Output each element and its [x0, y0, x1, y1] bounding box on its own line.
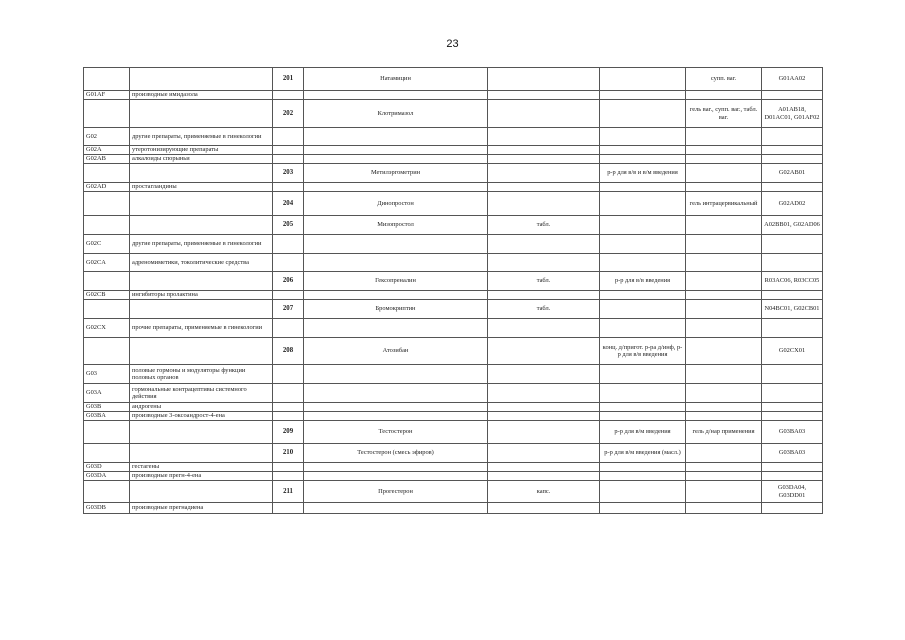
table-row — [84, 216, 823, 235]
dosage-form-oral — [488, 463, 600, 472]
table-row — [84, 235, 823, 254]
drug-name: Мизопростол — [304, 216, 488, 235]
dosage-form-parenteral: р-р для в/м введения — [600, 421, 686, 444]
atc-code — [762, 503, 823, 514]
group-description: адреномиметики, токолитические средства — [130, 254, 273, 272]
atc-code — [762, 146, 823, 155]
group-description — [130, 164, 273, 183]
group-description — [130, 100, 273, 128]
group-description — [130, 421, 273, 444]
group-description — [130, 338, 273, 365]
dosage-form-other — [686, 403, 762, 412]
atc-group-code: G03B — [84, 403, 130, 412]
atc-group-code: G02CA — [84, 254, 130, 272]
item-number — [273, 235, 304, 254]
drug-name: Бромокриптин — [304, 300, 488, 319]
table-row — [84, 472, 823, 481]
group-description: производные имидазола — [130, 91, 273, 100]
drug-name — [304, 365, 488, 384]
drug-name: Клотримазол — [304, 100, 488, 128]
item-number: 208 — [273, 338, 304, 365]
drug-name — [304, 155, 488, 164]
item-number: 203 — [273, 164, 304, 183]
dosage-form-oral — [488, 338, 600, 365]
table-row — [84, 384, 823, 403]
drug-name: Метилэргометрин — [304, 164, 488, 183]
dosage-form-parenteral — [600, 300, 686, 319]
table-row — [84, 68, 823, 91]
table-row — [84, 192, 823, 216]
table-row — [84, 338, 823, 365]
dosage-form-other — [686, 481, 762, 503]
atc-code: G03BA03 — [762, 444, 823, 463]
atc-code: R03AC06, R03CC05 — [762, 272, 823, 291]
atc-group-code: G01AF — [84, 91, 130, 100]
group-description — [130, 481, 273, 503]
drug-name — [304, 384, 488, 403]
atc-code — [762, 155, 823, 164]
dosage-form-oral — [488, 68, 600, 91]
item-number: 210 — [273, 444, 304, 463]
atc-group-code: G03DB — [84, 503, 130, 514]
dosage-form-other — [686, 155, 762, 164]
dosage-form-other — [686, 319, 762, 338]
atc-code — [762, 472, 823, 481]
dosage-form-parenteral: р-р для в/в и в/м введения — [600, 164, 686, 183]
drug-name — [304, 319, 488, 338]
dosage-form-other — [686, 291, 762, 300]
item-number — [273, 254, 304, 272]
group-description: утеротонизирующие препараты — [130, 146, 273, 155]
table-row — [84, 164, 823, 183]
item-number — [273, 155, 304, 164]
dosage-form-parenteral — [600, 235, 686, 254]
table-row — [84, 421, 823, 444]
dosage-form-oral — [488, 503, 600, 514]
dosage-form-oral: табл. — [488, 216, 600, 235]
group-description: гестагены — [130, 463, 273, 472]
dosage-form-other — [686, 216, 762, 235]
dosage-form-parenteral: р-р для в/в введения — [600, 272, 686, 291]
dosage-form-parenteral — [600, 155, 686, 164]
dosage-form-other — [686, 91, 762, 100]
dosage-form-oral: табл. — [488, 272, 600, 291]
atc-code: G02AB01 — [762, 164, 823, 183]
dosage-form-other — [686, 412, 762, 421]
dosage-form-other — [686, 235, 762, 254]
atc-code: G03BA03 — [762, 421, 823, 444]
atc-group-code: G02CX — [84, 319, 130, 338]
table-row — [84, 319, 823, 338]
dosage-form-oral — [488, 183, 600, 192]
atc-group-code: G03 — [84, 365, 130, 384]
drug-name — [304, 291, 488, 300]
dosage-form-parenteral — [600, 146, 686, 155]
table-row — [84, 503, 823, 514]
dosage-form-other — [686, 146, 762, 155]
atc-group-code — [84, 421, 130, 444]
dosage-form-other — [686, 164, 762, 183]
dosage-form-oral — [488, 254, 600, 272]
item-number: 209 — [273, 421, 304, 444]
dosage-form-oral — [488, 319, 600, 338]
dosage-form-other: гель интрацервикальный — [686, 192, 762, 216]
table-row — [84, 444, 823, 463]
atc-group-code: G02 — [84, 128, 130, 146]
table-row — [84, 412, 823, 421]
dosage-form-parenteral — [600, 68, 686, 91]
atc-code: N04BC01, G02CB01 — [762, 300, 823, 319]
atc-group-code: G02AB — [84, 155, 130, 164]
atc-group-code: G03BA — [84, 412, 130, 421]
dosage-form-other — [686, 300, 762, 319]
dosage-form-oral — [488, 100, 600, 128]
drug-name — [304, 472, 488, 481]
group-description: половые гормоны и модуляторы функции половых органов — [130, 365, 273, 384]
table-row — [84, 91, 823, 100]
group-description: производные прегнадиена — [130, 503, 273, 514]
group-description: другие препараты, применяемые в гинекологии — [130, 235, 273, 254]
atc-group-code — [84, 338, 130, 365]
table-row — [84, 481, 823, 503]
group-description: алкалоиды спорыньи — [130, 155, 273, 164]
dosage-form-parenteral — [600, 100, 686, 128]
item-number: 211 — [273, 481, 304, 503]
dosage-form-other — [686, 503, 762, 514]
dosage-form-other — [686, 472, 762, 481]
table-row — [84, 291, 823, 300]
item-number — [273, 463, 304, 472]
dosage-form-other — [686, 254, 762, 272]
group-description — [130, 272, 273, 291]
dosage-form-oral — [488, 412, 600, 421]
atc-code: G02AD02 — [762, 192, 823, 216]
drug-name — [304, 91, 488, 100]
drug-name — [304, 412, 488, 421]
atc-group-code — [84, 192, 130, 216]
dosage-form-other: гель д/нар применения — [686, 421, 762, 444]
dosage-form-parenteral — [600, 463, 686, 472]
dosage-form-other — [686, 463, 762, 472]
dosage-form-oral — [488, 291, 600, 300]
dosage-form-parenteral: конц. д/пригот. р-ра д/инф, р-р для в/в введения — [600, 338, 686, 365]
drug-name — [304, 503, 488, 514]
atc-group-code — [84, 164, 130, 183]
dosage-form-other — [686, 384, 762, 403]
item-number: 207 — [273, 300, 304, 319]
group-description: ингибиторы пролактина — [130, 291, 273, 300]
item-number: 205 — [273, 216, 304, 235]
drug-name — [304, 183, 488, 192]
item-number: 201 — [273, 68, 304, 91]
atc-group-code — [84, 216, 130, 235]
item-number — [273, 128, 304, 146]
drug-name: Тестостерон (смесь эфиров) — [304, 444, 488, 463]
atc-group-code — [84, 68, 130, 91]
atc-code — [762, 128, 823, 146]
item-number — [273, 503, 304, 514]
atc-group-code — [84, 300, 130, 319]
item-number — [273, 319, 304, 338]
atc-code: A02BB01, G02AD06 — [762, 216, 823, 235]
dosage-form-other — [686, 338, 762, 365]
dosage-form-oral — [488, 365, 600, 384]
drug-classification-table — [83, 67, 823, 514]
dosage-form-oral — [488, 146, 600, 155]
item-number — [273, 384, 304, 403]
atc-group-code — [84, 272, 130, 291]
item-number — [273, 91, 304, 100]
group-description — [130, 444, 273, 463]
table-row — [84, 100, 823, 128]
dosage-form-parenteral — [600, 481, 686, 503]
atc-code — [762, 412, 823, 421]
atc-group-code: G02A — [84, 146, 130, 155]
atc-group-code: G03D — [84, 463, 130, 472]
item-number — [273, 472, 304, 481]
dosage-form-parenteral — [600, 291, 686, 300]
atc-group-code — [84, 444, 130, 463]
drug-name — [304, 254, 488, 272]
dosage-form-parenteral — [600, 365, 686, 384]
drug-name: Атозибан — [304, 338, 488, 365]
item-number — [273, 146, 304, 155]
table-row — [84, 463, 823, 472]
dosage-form-other — [686, 444, 762, 463]
table-row — [84, 254, 823, 272]
item-number — [273, 412, 304, 421]
table-row — [84, 128, 823, 146]
atc-code — [762, 91, 823, 100]
dosage-form-parenteral — [600, 472, 686, 481]
dosage-form-other — [686, 183, 762, 192]
table-row — [84, 155, 823, 164]
group-description — [130, 216, 273, 235]
table-row — [84, 146, 823, 155]
item-number — [273, 365, 304, 384]
dosage-form-oral — [488, 444, 600, 463]
drug-name: Прогестерон — [304, 481, 488, 503]
atc-code: G03DA04, G03DD01 — [762, 481, 823, 503]
group-description: другие препараты, применяемые в гинекологии — [130, 128, 273, 146]
dosage-form-other — [686, 365, 762, 384]
dosage-form-oral — [488, 403, 600, 412]
drug-name — [304, 128, 488, 146]
dosage-form-other — [686, 272, 762, 291]
item-number — [273, 291, 304, 300]
item-number — [273, 403, 304, 412]
group-description — [130, 192, 273, 216]
group-description — [130, 300, 273, 319]
dosage-form-oral — [488, 235, 600, 254]
dosage-form-parenteral: р-р для в/м введения (масл.) — [600, 444, 686, 463]
atc-group-code: G03A — [84, 384, 130, 403]
dosage-form-parenteral — [600, 384, 686, 403]
group-description: гормональные контрацептивы системного действия — [130, 384, 273, 403]
atc-group-code: G02CB — [84, 291, 130, 300]
table-row — [84, 365, 823, 384]
group-description: прочие препараты, применяемые в гинекологии — [130, 319, 273, 338]
drug-name — [304, 235, 488, 254]
dosage-form-parenteral — [600, 183, 686, 192]
group-description: андрогены — [130, 403, 273, 412]
drug-name: Натамицин — [304, 68, 488, 91]
drug-name: Тестостерон — [304, 421, 488, 444]
dosage-form-oral — [488, 155, 600, 164]
dosage-form-oral — [488, 91, 600, 100]
atc-code — [762, 291, 823, 300]
drug-name: Динопростон — [304, 192, 488, 216]
item-number: 204 — [273, 192, 304, 216]
dosage-form-oral — [488, 472, 600, 481]
atc-group-code: G03DA — [84, 472, 130, 481]
dosage-form-parenteral — [600, 254, 686, 272]
dosage-form-oral — [488, 384, 600, 403]
atc-code — [762, 183, 823, 192]
dosage-form-oral — [488, 421, 600, 444]
atc-code — [762, 463, 823, 472]
atc-code: G02CX01 — [762, 338, 823, 365]
dosage-form-parenteral — [600, 412, 686, 421]
atc-code — [762, 365, 823, 384]
atc-group-code: G02AD — [84, 183, 130, 192]
atc-code — [762, 254, 823, 272]
dosage-form-other: гель ваг., супп. ваг., табл. ваг. — [686, 100, 762, 128]
item-number — [273, 183, 304, 192]
dosage-form-parenteral — [600, 319, 686, 338]
table-row — [84, 403, 823, 412]
atc-group-code — [84, 481, 130, 503]
atc-code: A01AB18, D01AC01, G01AF02 — [762, 100, 823, 128]
drug-name — [304, 146, 488, 155]
table-row — [84, 300, 823, 319]
atc-group-code: G02C — [84, 235, 130, 254]
drug-name — [304, 403, 488, 412]
group-description: простагландины — [130, 183, 273, 192]
dosage-form-oral: капс. — [488, 481, 600, 503]
atc-group-code — [84, 100, 130, 128]
table-row — [84, 272, 823, 291]
table-row — [84, 183, 823, 192]
dosage-form-oral — [488, 128, 600, 146]
dosage-form-oral — [488, 164, 600, 183]
dosage-form-other — [686, 128, 762, 146]
atc-code — [762, 235, 823, 254]
dosage-form-parenteral — [600, 403, 686, 412]
dosage-form-other: супп. ваг. — [686, 68, 762, 91]
page-number: 23 — [446, 38, 459, 50]
group-description: производные прегн-4-ена — [130, 472, 273, 481]
group-description: производные 3-оксоандрост-4-ена — [130, 412, 273, 421]
atc-code: G01AA02 — [762, 68, 823, 91]
atc-code — [762, 319, 823, 338]
dosage-form-parenteral — [600, 91, 686, 100]
item-number: 202 — [273, 100, 304, 128]
dosage-form-parenteral — [600, 216, 686, 235]
dosage-form-parenteral — [600, 128, 686, 146]
table-body — [84, 68, 823, 514]
drug-name — [304, 463, 488, 472]
group-description — [130, 68, 273, 91]
atc-code — [762, 384, 823, 403]
dosage-form-oral: табл. — [488, 300, 600, 319]
atc-code — [762, 403, 823, 412]
dosage-form-parenteral — [600, 503, 686, 514]
drug-name: Гексопреналин — [304, 272, 488, 291]
dosage-form-parenteral — [600, 192, 686, 216]
item-number: 206 — [273, 272, 304, 291]
dosage-form-oral — [488, 192, 600, 216]
